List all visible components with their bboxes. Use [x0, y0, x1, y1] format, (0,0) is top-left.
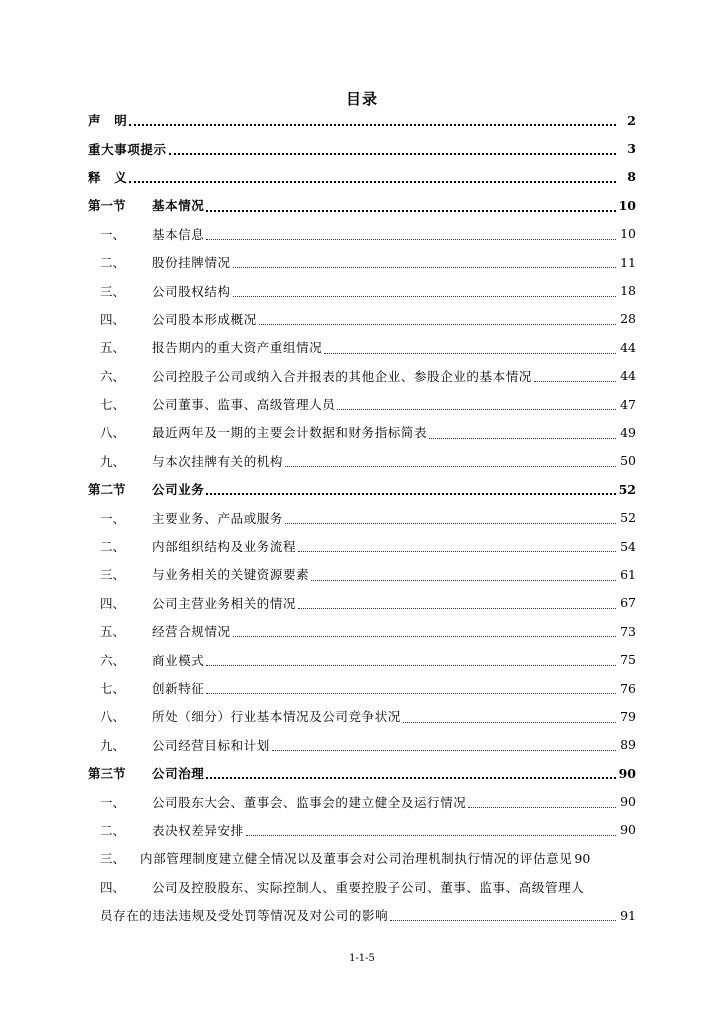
toc-entry-page: 18: [620, 283, 636, 299]
toc-entry-page: 10: [620, 226, 636, 242]
toc-dot-leader: [246, 835, 616, 836]
toc-dot-leader: [129, 124, 616, 126]
toc-entry-page: 79: [620, 708, 636, 724]
toc-entry-label: 公司控股子公司或纳入合并报表的其他企业、参股企业的基本情况: [152, 368, 532, 384]
toc-entry-number: 九、: [100, 737, 126, 753]
toc-entry-label: 释 义: [88, 169, 128, 185]
toc-entry-number: 七、: [100, 397, 126, 413]
toc-entry-page: 2: [627, 112, 636, 128]
toc-entry-label: 报告期内的重大资产重组情况: [152, 340, 323, 356]
toc-dot-leader: [298, 551, 616, 552]
toc-entry-page: 61: [620, 566, 636, 582]
toc-dot-leader: [169, 153, 616, 155]
toc-entry-number: 八、: [100, 709, 126, 725]
toc-entry-label: 内部管理制度建立健全情况以及董事会对公司治理机制执行情况的评估意见: [140, 851, 573, 867]
toc-entry-page: 44: [620, 368, 636, 384]
toc-entry[interactable]: [88, 645, 636, 673]
toc-dot-leader: [233, 267, 616, 268]
toc-entry-page: 91: [620, 907, 636, 923]
toc-entry[interactable]: [88, 106, 636, 134]
toc-entry-label: 经营合规情况: [152, 624, 231, 640]
toc-dot-leader: [298, 608, 616, 609]
toc-entry-label: 基本情况: [152, 198, 205, 214]
toc-entry-label: 公司业务: [152, 482, 205, 498]
toc-entry[interactable]: [88, 731, 636, 759]
toc-dot-leader: [259, 324, 616, 325]
page-number-footer: 1-1-5: [349, 953, 375, 964]
toc-dot-leader: [206, 777, 616, 779]
toc-entry[interactable]: [88, 134, 636, 162]
toc-dot-leader: [129, 181, 616, 183]
toc-entry-number: 二、: [100, 255, 126, 271]
toc-entry[interactable]: [88, 589, 636, 617]
toc-dot-leader: [534, 381, 616, 382]
toc-entry[interactable]: [88, 248, 636, 276]
toc-entry-label: 公司股权结构: [152, 283, 231, 299]
toc-dot-leader: [403, 722, 616, 723]
toc-entry[interactable]: [88, 475, 636, 503]
toc-entry-label: 声 明: [88, 113, 128, 129]
toc-entry-label: 商业模式: [152, 652, 205, 668]
toc-entry-number: 四、: [100, 595, 126, 611]
toc-entry-page: 89: [620, 737, 636, 753]
toc-entry-label: 公司及控股股东、实际控制人、重要控股子公司、董事、监事、高级管理人: [152, 879, 585, 895]
toc-entry-number: 第二节: [88, 482, 126, 498]
toc-entry-number: 六、: [100, 368, 126, 384]
toc-entry-number: 五、: [100, 624, 126, 640]
toc-entry-page: 90: [620, 794, 636, 810]
toc-entry[interactable]: [88, 759, 636, 787]
toc-entry-number: 四、: [100, 879, 126, 895]
toc-entry-number: 二、: [100, 822, 126, 838]
toc-entry[interactable]: [88, 333, 636, 361]
toc-dot-leader: [272, 750, 616, 751]
toc-entry-page: 11: [620, 254, 636, 270]
toc-dot-leader: [206, 210, 616, 212]
toc-entry[interactable]: [88, 220, 636, 248]
toc-entry[interactable]: [88, 674, 636, 702]
toc-dot-leader: [206, 693, 616, 694]
toc-entry-number: 第三节: [88, 766, 126, 782]
toc-entry-label: 主要业务、产品或服务: [152, 510, 284, 526]
toc-entry-number: 九、: [100, 453, 126, 469]
toc-entry-number: 第一节: [88, 198, 126, 214]
toc-entry[interactable]: [88, 617, 636, 645]
toc-entry[interactable]: [88, 276, 636, 304]
toc-entry[interactable]: [88, 560, 636, 588]
toc-entry-label: 内部组织结构及业务流程: [152, 539, 297, 555]
toc-entry-label: 与业务相关的关键资源要素: [152, 567, 310, 583]
toc-dot-leader: [311, 580, 616, 581]
toc-dot-leader: [429, 438, 616, 439]
toc-entry[interactable]: [88, 390, 636, 418]
toc-entry-label: 表决权差异安排: [152, 822, 244, 838]
toc-dot-leader: [206, 665, 616, 666]
toc-entry-number: 八、: [100, 425, 126, 441]
table-of-contents: [88, 106, 636, 929]
toc-entry-page: 73: [620, 623, 636, 639]
toc-entry-page: 3: [627, 141, 636, 157]
toc-entry[interactable]: [88, 447, 636, 475]
toc-entry[interactable]: [88, 503, 636, 531]
toc-entry[interactable]: [88, 901, 636, 929]
toc-entry-number: 三、: [100, 283, 126, 299]
toc-entry-label: 创新特征: [152, 681, 205, 696]
toc-entry-number: 七、: [100, 681, 126, 696]
toc-entry-page: 90: [574, 850, 591, 866]
toc-entry-label: 重大事项提示: [88, 141, 167, 157]
toc-dot-leader: [233, 296, 616, 297]
toc-dot-leader: [324, 353, 616, 354]
toc-entry-label: 员存在的违法违规及受处罚等情况及对公司的影响: [100, 908, 389, 924]
toc-entry[interactable]: [88, 305, 636, 333]
toc-entry-page: 54: [620, 538, 636, 554]
toc-entry-page: 67: [620, 595, 636, 611]
toc-title: 目录: [345, 90, 378, 108]
toc-dot-leader: [206, 239, 616, 240]
toc-entry[interactable]: [88, 532, 636, 560]
toc-dot-leader: [206, 493, 616, 495]
toc-entry-label: 与本次挂牌有关的机构: [152, 453, 284, 469]
toc-entry-label: 公司主营业务相关的情况: [152, 595, 297, 611]
toc-entry[interactable]: [88, 787, 636, 815]
toc-entry-page: 75: [620, 652, 636, 668]
toc-entry-number: 一、: [100, 510, 126, 526]
toc-entry[interactable]: [88, 418, 636, 446]
toc-entry[interactable]: [88, 702, 636, 730]
toc-dot-leader: [390, 920, 616, 921]
toc-entry-page: 8: [627, 169, 636, 185]
toc-entry-number: 四、: [100, 311, 126, 327]
toc-entry-page: 47: [620, 396, 636, 412]
toc-entry[interactable]: [88, 191, 636, 219]
toc-entry-label: 股份挂牌情况: [152, 255, 231, 271]
toc-entry-page: 50: [620, 453, 636, 469]
toc-entry[interactable]: [88, 163, 636, 191]
toc-entry-label: 公司经营目标和计划: [152, 737, 270, 753]
toc-entry-number: 一、: [100, 794, 126, 810]
toc-dot-leader: [468, 807, 616, 808]
toc-entry-page: 10: [618, 197, 636, 213]
toc-entry-label: 所处（细分）行业基本情况及公司竞争状况: [152, 709, 401, 725]
toc-entry-page: 44: [620, 339, 636, 355]
toc-entry-number: 五、: [100, 340, 126, 356]
toc-entry-number: 一、: [100, 226, 126, 242]
toc-entry-label: 公司股东大会、董事会、监事会的建立健全及运行情况: [152, 794, 467, 810]
toc-entry-label: 最近两年及一期的主要会计数据和财务指标简表: [152, 425, 428, 441]
toc-entry-page: 52: [620, 510, 636, 526]
toc-entry-page: 49: [620, 424, 636, 440]
toc-entry-page: 90: [620, 822, 636, 838]
toc-entry-page: 28: [620, 311, 636, 327]
toc-dot-leader: [285, 523, 616, 524]
toc-entry-number: 三、: [100, 851, 126, 867]
toc-entry-label: 公司股本形成概况: [152, 311, 257, 327]
toc-entry[interactable]: [88, 844, 636, 872]
toc-entry-label: 公司治理: [152, 766, 205, 782]
toc-entry[interactable]: [88, 362, 636, 390]
toc-entry-page: 76: [620, 680, 636, 696]
toc-entry-label: 公司董事、监事、高级管理人员: [152, 397, 336, 413]
toc-entry-number: 二、: [100, 539, 126, 555]
toc-entry-page: 90: [618, 765, 636, 781]
toc-dot-leader: [233, 636, 616, 637]
toc-entry-number: 三、: [100, 567, 126, 583]
toc-entry-page: 52: [618, 481, 636, 497]
toc-entry[interactable]: [88, 816, 636, 844]
toc-dot-leader: [285, 466, 616, 467]
toc-entry[interactable]: [88, 873, 636, 901]
toc-dot-leader: [337, 409, 616, 410]
toc-entry-label: 基本信息: [152, 226, 205, 242]
toc-entry-number: 六、: [100, 652, 126, 668]
